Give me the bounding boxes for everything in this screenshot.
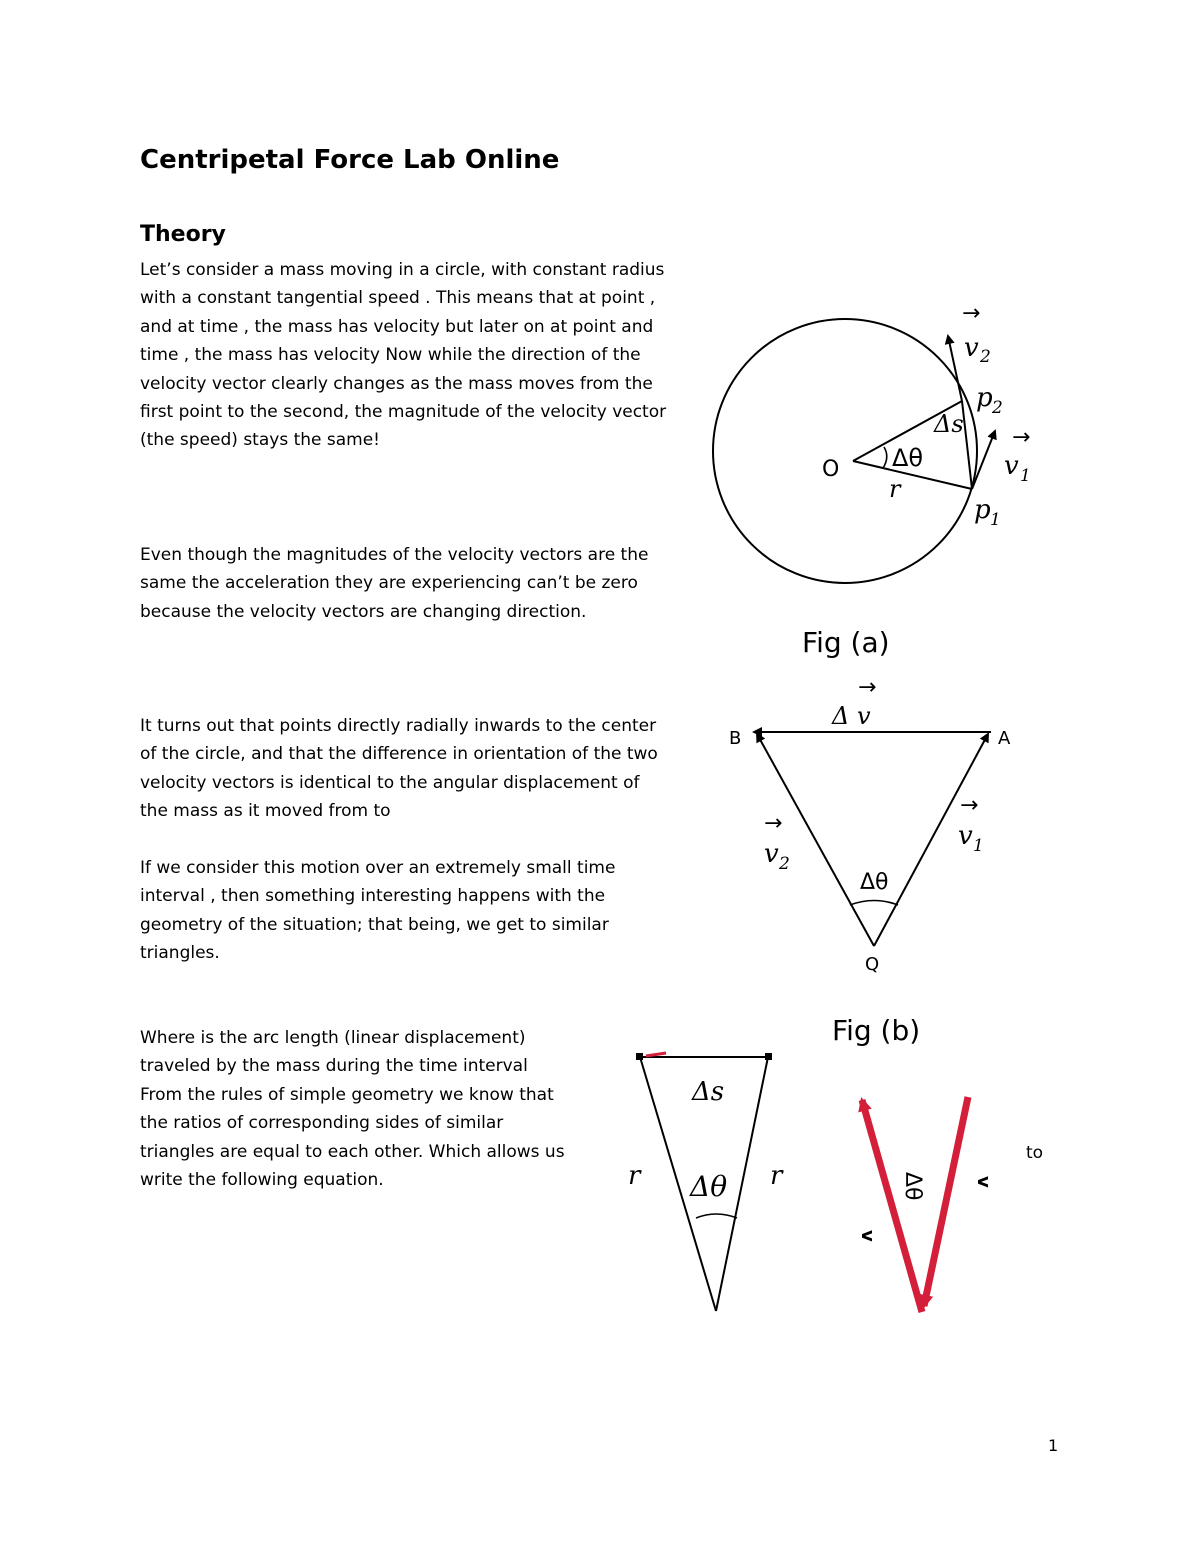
label-p1-subscript: 1 [990, 510, 1001, 530]
label-point-a: A [998, 728, 1011, 749]
text-line: (the speed) stays the same! [140, 430, 381, 451]
label-v1: v [1004, 451, 1019, 481]
label-point-q: Q [865, 954, 880, 975]
red-velocity-arrow-down [924, 1097, 968, 1306]
vector-arrow-mark: → [960, 793, 979, 818]
label-delta-theta: Δθ [860, 870, 889, 895]
text-line: Where is the arc length (linear displacement) [140, 1028, 526, 1048]
text-line: the mass as it moved from to [140, 801, 391, 822]
text-line: same the acceleration they are experiencing can’t be zero [140, 573, 638, 594]
text-line: velocity vector clearly changes as the mass moves from the [140, 373, 653, 394]
label-origin-o: O [822, 457, 840, 482]
text-line: first point to the second, the magnitude of the velocity vector [140, 402, 667, 423]
text-line: interval , then something interesting happens with the [140, 886, 606, 907]
label-v2-subscript: 2 [980, 347, 991, 367]
text-line: because the velocity vectors are changing direction. [140, 601, 587, 622]
text-line: time , the mass has velocity Now while the direction of the [140, 345, 641, 366]
text-line: It turns out that points directly radially inwards to the center [140, 716, 657, 736]
label-point-b: B [729, 728, 742, 749]
label-v2: v [964, 333, 979, 363]
text-line: triangles. [140, 943, 220, 964]
text-line: and at time , the mass has velocity but later on at point and [140, 316, 654, 337]
text-line: velocity vectors is identical to the angular displacement of [140, 772, 640, 793]
label-radius-r: r [889, 475, 901, 503]
text-line: write the following equation. [140, 1170, 384, 1191]
label-v2: v [764, 839, 779, 869]
text-line: From the rules of simple geometry we know that [140, 1084, 554, 1105]
label-delta-theta: Δθ [690, 1170, 728, 1203]
label-delta-theta: Δθ [892, 444, 924, 472]
label-delta-s: Δs [934, 410, 964, 438]
text-line: If we consider this motion over an extremely small time [140, 858, 616, 878]
caption-fig-b: Fig (b) [832, 1014, 921, 1047]
page-title: Centripetal Force Lab Online [140, 145, 560, 175]
text-line: geometry of the situation; that being, we get to similar [140, 914, 609, 935]
vector-arrow-mark: → [962, 301, 981, 326]
label-v-right: v [973, 1176, 994, 1188]
label-delta-v: Δ v [832, 702, 871, 730]
section-heading-theory: Theory [140, 222, 226, 247]
label-r-right: r [770, 1161, 783, 1191]
label-v1-subscript: 1 [973, 836, 984, 856]
caption-fig-a: Fig (a) [802, 626, 890, 659]
label-v2-subscript: 2 [779, 854, 790, 874]
text-line: of the circle, and that the difference in orientation of the two [140, 744, 658, 765]
vector-arrow-mark: → [1012, 425, 1031, 450]
text-fragment-to: to [1026, 1143, 1044, 1163]
text-line: traveled by the mass during the time interval [140, 1056, 528, 1077]
red-velocity-arrow-up [862, 1100, 922, 1312]
label-v-left: v [857, 1230, 878, 1242]
text-line: Let’s consider a mass moving in a circle, with constant radius [140, 260, 665, 280]
text-line: triangles are equal to each other. Which allows us [140, 1141, 565, 1162]
label-p2-subscript: 2 [992, 398, 1003, 418]
label-v1: v [958, 821, 973, 851]
label-r-left: r [628, 1161, 641, 1191]
label-p2: p [976, 383, 993, 413]
label-p1: p [974, 495, 991, 525]
label-v1-subscript: 1 [1020, 466, 1031, 486]
vector-arrow-mark: → [764, 811, 783, 836]
text-line: with a constant tangential speed . This means that at point , [140, 288, 656, 309]
label-delta-theta-rotated: Δθ [900, 1172, 925, 1201]
label-delta-s: Δs [692, 1077, 725, 1107]
text-line: Even though the magnitudes of the velocity vectors are the [140, 545, 649, 565]
page-number: 1 [1048, 1436, 1059, 1455]
text-line: the ratios of corresponding sides of similar [140, 1113, 504, 1134]
vector-arrow-mark: → [858, 675, 877, 700]
